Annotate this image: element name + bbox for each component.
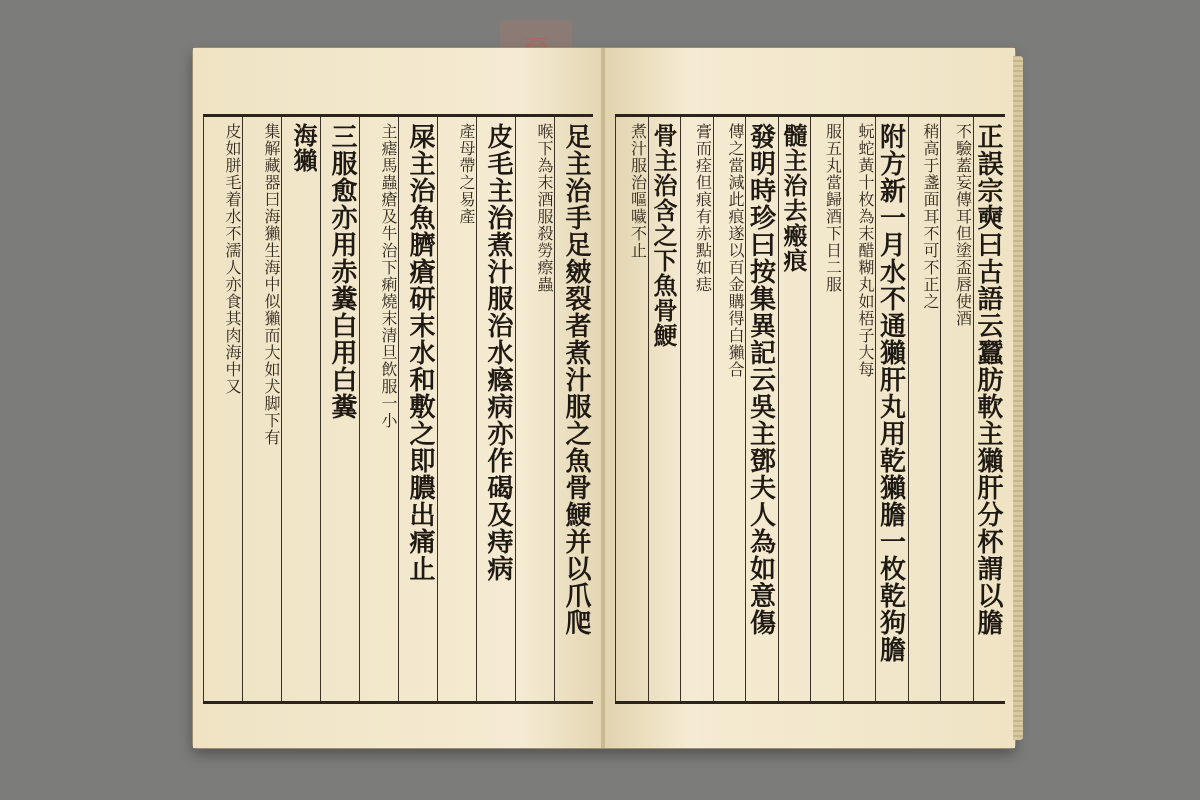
text-column: 屎主治魚臍瘡研末水和敷之即膿出痛止 bbox=[398, 117, 437, 701]
text-column: 三服愈亦用赤糞白用白糞 bbox=[320, 117, 359, 701]
text-column: 服五丸當歸酒下日二服 bbox=[810, 117, 843, 701]
text-column: 煮汁服治嘔噦不止 bbox=[615, 117, 648, 701]
text-column: 正誤宗奭曰古語云蠶肪軟主獺肝分杯謂以膽 bbox=[973, 117, 1006, 701]
text-column: 集解藏器曰海獺生海中似獺而大如犬脚下有 bbox=[242, 117, 281, 701]
text-column: 骨主治含之下魚骨鯁 bbox=[648, 117, 681, 701]
text-column: 傳之當減此痕遂以百金購得白獺合 bbox=[713, 117, 746, 701]
left-text-frame bbox=[203, 114, 593, 704]
text-column: 主瘧馬蟲瘡及牛治下痢燒末清旦飲服一小 bbox=[359, 117, 398, 701]
text-column: 不驗蓋妄傳耳但塗盃唇使酒 bbox=[940, 117, 973, 701]
text-column: 附方新一月水不通獺肝丸用乾獺膽一枚乾狗膽 bbox=[875, 117, 908, 701]
page-edges bbox=[1013, 56, 1023, 740]
text-column: 髓主治去瘢痕 bbox=[778, 117, 811, 701]
open-book bbox=[193, 48, 1015, 748]
right-page bbox=[605, 48, 1015, 748]
text-column: 喉下為末酒服殺勞瘵蟲 bbox=[515, 117, 554, 701]
text-column: 稍高于盞面耳不可不正之 bbox=[908, 117, 941, 701]
text-column: 發明時珍曰按集異記云吳主鄧夫人為如意傷 bbox=[745, 117, 778, 701]
right-text-frame bbox=[615, 114, 1005, 704]
text-column: 膏而痊但痕有赤點如痣 bbox=[680, 117, 713, 701]
text-column: 蚖蛇黃十枚為末醋糊丸如梧子大每 bbox=[843, 117, 876, 701]
text-column: 足主治手足皴裂者煮汁服之魚骨鯁并以爪爬 bbox=[554, 117, 593, 701]
text-column: 海獺 bbox=[281, 117, 320, 701]
text-column: 產母帶之易產 bbox=[437, 117, 476, 701]
left-page bbox=[193, 48, 603, 748]
text-column: 皮如胼毛着水不濡人亦食其肉海中又 bbox=[203, 117, 242, 701]
text-column: 皮毛主治煮汁服治水癊病亦作碣及痔病 bbox=[476, 117, 515, 701]
